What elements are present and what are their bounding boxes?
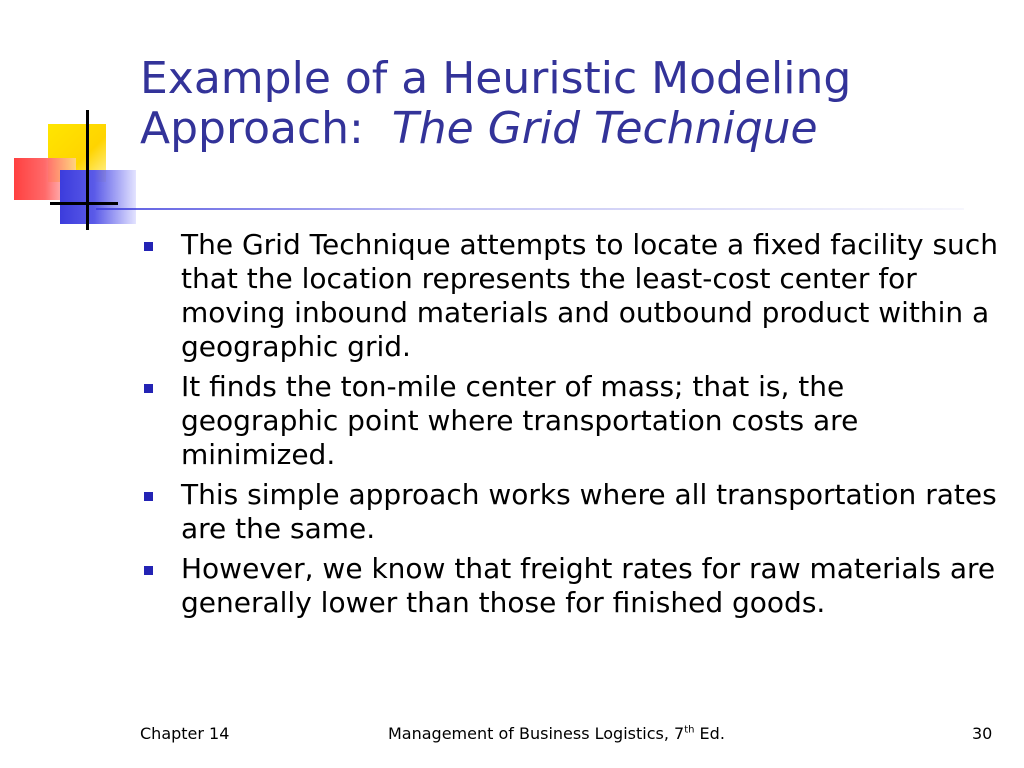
bullet-item bbox=[140, 478, 1000, 546]
decorative-logo bbox=[0, 0, 140, 240]
blue-square bbox=[60, 170, 136, 224]
footer-book-title bbox=[388, 724, 725, 743]
footer-title-suffix: Ed. bbox=[694, 724, 725, 743]
title-divider bbox=[96, 208, 964, 210]
bullet-marker-icon bbox=[144, 492, 153, 501]
bullet-item bbox=[140, 370, 1000, 472]
title-line-2 bbox=[140, 104, 1000, 154]
bullet-text: This simple approach works where all transportation rates are the same. bbox=[181, 478, 997, 545]
vertical-line bbox=[86, 110, 89, 230]
horizontal-line bbox=[50, 202, 118, 205]
title-italic: The Grid Technique bbox=[391, 103, 818, 154]
title-prefix: Approach: bbox=[140, 103, 364, 154]
bullet-item bbox=[140, 228, 1000, 364]
footer-title-sup: th bbox=[684, 724, 695, 736]
bullet-marker-icon bbox=[144, 242, 153, 251]
bullet-text: It finds the ton-mile center of mass; that is, the geographic point where transportation costs are minimized. bbox=[181, 370, 859, 471]
bullet-item bbox=[140, 552, 1000, 620]
footer-title-prefix: Management of Business Logistics, 7 bbox=[388, 724, 685, 743]
footer-chapter: Chapter 14 bbox=[140, 724, 230, 743]
slide-title bbox=[140, 54, 1000, 154]
bullet-list bbox=[140, 228, 1000, 626]
bullet-text: However, we know that freight rates for raw materials are generally lower than those for finished goods. bbox=[181, 552, 996, 619]
title-line-1: Example of a Heuristic Modeling bbox=[140, 53, 852, 104]
bullet-text: The Grid Technique attempts to locate a fixed facility such that the location represents the least-cost center for moving inbound materials and outbound product within a geographic grid. bbox=[181, 228, 998, 363]
bullet-marker-icon bbox=[144, 566, 153, 575]
bullet-marker-icon bbox=[144, 384, 153, 393]
footer-page-number: 30 bbox=[972, 724, 993, 743]
